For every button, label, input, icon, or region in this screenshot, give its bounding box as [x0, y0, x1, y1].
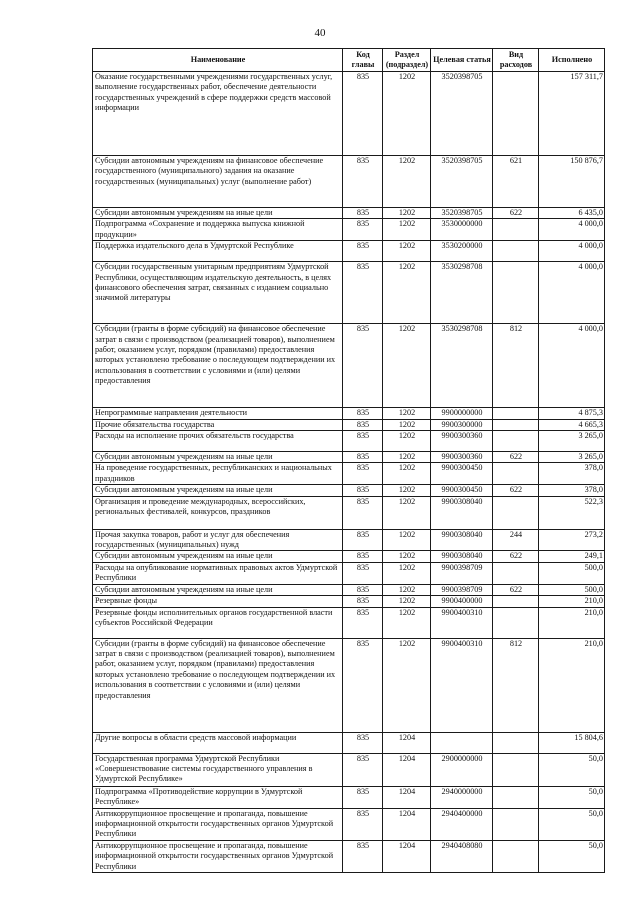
cell-article: 9900400000	[431, 596, 493, 607]
cell-section: 1202	[383, 607, 431, 638]
cell-code: 835	[343, 219, 383, 241]
header-name: Наименование	[93, 49, 343, 72]
cell-expense	[493, 219, 539, 241]
cell-section: 1202	[383, 208, 431, 219]
cell-expense	[493, 72, 539, 156]
cell-section: 1202	[383, 529, 431, 551]
cell-section: 1202	[383, 72, 431, 156]
cell-article: 9900400310	[431, 638, 493, 732]
cell-section: 1202	[383, 262, 431, 324]
cell-article: 3530298708	[431, 324, 493, 408]
cell-section: 1202	[383, 156, 431, 208]
cell-code: 835	[343, 529, 383, 551]
cell-article: 9900398709	[431, 584, 493, 595]
cell-amount: 15 804,6	[539, 732, 605, 753]
cell-amount: 522,3	[539, 496, 605, 529]
table-row	[93, 753, 605, 786]
cell-code: 835	[343, 262, 383, 324]
table-row	[93, 262, 605, 324]
cell-code: 835	[343, 753, 383, 786]
cell-name: Подпрограмма «Сохранение и поддержка выпуска книжной продукции»	[93, 219, 343, 241]
table-row	[93, 241, 605, 262]
cell-code: 835	[343, 596, 383, 607]
cell-expense	[493, 496, 539, 529]
table-header-row	[93, 49, 605, 72]
cell-expense: 622	[493, 485, 539, 496]
cell-section: 1204	[383, 753, 431, 786]
page-number: 40	[314, 27, 326, 39]
cell-article: 9900300360	[431, 452, 493, 463]
cell-section: 1204	[383, 840, 431, 872]
header-expense: Вид расходов	[493, 49, 539, 72]
cell-expense: 622	[493, 208, 539, 219]
cell-article: 3520398705	[431, 208, 493, 219]
table-row	[93, 840, 605, 872]
table-row	[93, 551, 605, 562]
cell-name: Субсидии автономным учреждениям на иные цели	[93, 452, 343, 463]
cell-amount: 210,0	[539, 638, 605, 732]
cell-article: 3530298708	[431, 262, 493, 324]
table-row	[93, 529, 605, 551]
cell-section: 1202	[383, 638, 431, 732]
cell-code: 835	[343, 607, 383, 638]
cell-name: Субсидии государственным унитарным предприятиям Удмуртской Республики, осуществляющим издательскую деятельность, в целях финансового обеспечения затрат, связанных с изданием социально значимой литературы	[93, 262, 343, 324]
table-row	[93, 584, 605, 595]
cell-article	[431, 732, 493, 753]
cell-expense	[493, 596, 539, 607]
cell-expense	[493, 463, 539, 485]
cell-article: 3520398705	[431, 156, 493, 208]
cell-name: Другие вопросы в области средств массовой информации	[93, 732, 343, 753]
cell-expense: 622	[493, 551, 539, 562]
cell-code: 835	[343, 419, 383, 430]
cell-amount: 4 000,0	[539, 324, 605, 408]
header-article: Целевая статья	[431, 49, 493, 72]
cell-amount: 4 875,3	[539, 408, 605, 419]
table-row	[93, 208, 605, 219]
table-row	[93, 156, 605, 208]
cell-expense	[493, 786, 539, 808]
table-row	[93, 431, 605, 452]
cell-name: Расходы на исполнение прочих обязательств государства	[93, 431, 343, 452]
cell-amount: 4 000,0	[539, 262, 605, 324]
cell-code: 835	[343, 496, 383, 529]
cell-name: Подпрограмма «Противодействие коррупции в Удмуртской Республике»	[93, 786, 343, 808]
cell-section: 1202	[383, 562, 431, 584]
cell-section: 1202	[383, 324, 431, 408]
cell-amount: 50,0	[539, 840, 605, 872]
table-row	[93, 786, 605, 808]
cell-amount: 50,0	[539, 786, 605, 808]
cell-code: 835	[343, 551, 383, 562]
cell-code: 835	[343, 562, 383, 584]
cell-amount: 210,0	[539, 607, 605, 638]
cell-name: Субсидии автономным учреждениям на иные цели	[93, 208, 343, 219]
cell-article: 9900308040	[431, 496, 493, 529]
cell-expense	[493, 408, 539, 419]
cell-article: 9900300000	[431, 419, 493, 430]
cell-expense	[493, 607, 539, 638]
cell-amount: 3 265,0	[539, 452, 605, 463]
table-row	[93, 452, 605, 463]
cell-name: Прочие обязательства государства	[93, 419, 343, 430]
cell-code: 835	[343, 840, 383, 872]
cell-name: Оказание государственными учреждениями государственных услуг, выполнение государственных работ, обеспечение деятельности государственных учреждений в сфере поддержки средств массовой информации	[93, 72, 343, 156]
cell-code: 835	[343, 324, 383, 408]
table-row	[93, 808, 605, 840]
cell-name: Субсидии (гранты в форме субсидий) на финансовое обеспечение затрат в связи с производством (реализацией товаров), выполнением работ, оказанием услуг, порядком (правилами) предоставления которых установлено требование о последующем подтверждении их использования в соответствии с условиями и (или) целями предоставления	[93, 324, 343, 408]
cell-code: 835	[343, 463, 383, 485]
cell-expense	[493, 753, 539, 786]
cell-name: Поддержка издательского дела в Удмуртской Республике	[93, 241, 343, 262]
cell-amount: 500,0	[539, 584, 605, 595]
cell-expense	[493, 241, 539, 262]
cell-article: 9900000000	[431, 408, 493, 419]
cell-section: 1202	[383, 496, 431, 529]
cell-expense	[493, 431, 539, 452]
cell-expense: 812	[493, 638, 539, 732]
cell-article: 9900308040	[431, 551, 493, 562]
cell-section: 1202	[383, 463, 431, 485]
cell-amount: 4 000,0	[539, 219, 605, 241]
cell-code: 835	[343, 638, 383, 732]
cell-expense: 622	[493, 584, 539, 595]
cell-name: Прочая закупка товаров, работ и услуг для обеспечения государственных (муниципальных) нужд	[93, 529, 343, 551]
cell-article: 9900300360	[431, 431, 493, 452]
cell-section: 1202	[383, 584, 431, 595]
cell-amount: 50,0	[539, 753, 605, 786]
cell-amount: 4 665,3	[539, 419, 605, 430]
cell-section: 1204	[383, 732, 431, 753]
cell-name: Субсидии (гранты в форме субсидий) на финансовое обеспечение затрат в связи с производством (реализацией товаров), выполнением работ, оказанием услуг, порядком (правилами) предоставления которых установлено требование о последующем подтверждении их использования в соответствии с условиями и (или) целями предоставления	[93, 638, 343, 732]
cell-name: Государственная программа Удмуртской Республики «Совершенствование системы государственного управления в Удмуртской Республике»	[93, 753, 343, 786]
cell-expense	[493, 808, 539, 840]
cell-name: Резервные фонды исполнительных органов государственной власти субъектов Российской Федерации	[93, 607, 343, 638]
table-row	[93, 732, 605, 753]
cell-article: 3520398705	[431, 72, 493, 156]
table-row	[93, 562, 605, 584]
cell-section: 1202	[383, 219, 431, 241]
cell-amount: 249,1	[539, 551, 605, 562]
cell-code: 835	[343, 241, 383, 262]
table-row	[93, 408, 605, 419]
cell-expense	[493, 840, 539, 872]
cell-code: 835	[343, 808, 383, 840]
cell-section: 1202	[383, 408, 431, 419]
cell-amount: 157 311,7	[539, 72, 605, 156]
cell-code: 835	[343, 584, 383, 595]
table-row	[93, 638, 605, 732]
cell-section: 1202	[383, 485, 431, 496]
cell-code: 835	[343, 732, 383, 753]
cell-amount: 500,0	[539, 562, 605, 584]
cell-expense	[493, 262, 539, 324]
cell-code: 835	[343, 452, 383, 463]
cell-name: Антикоррупционное просвещение и пропаганда, повышение информационной открытости государственных органов Удмуртской Республики	[93, 808, 343, 840]
cell-code: 835	[343, 408, 383, 419]
cell-amount: 273,2	[539, 529, 605, 551]
table-row	[93, 463, 605, 485]
cell-section: 1202	[383, 241, 431, 262]
cell-article: 2940000000	[431, 786, 493, 808]
cell-section: 1204	[383, 786, 431, 808]
cell-expense: 621	[493, 156, 539, 208]
cell-code: 835	[343, 786, 383, 808]
cell-code: 835	[343, 208, 383, 219]
cell-article: 9900398709	[431, 562, 493, 584]
cell-name: Резервные фонды	[93, 596, 343, 607]
cell-amount: 210,0	[539, 596, 605, 607]
cell-amount: 3 265,0	[539, 431, 605, 452]
cell-name: Расходы на опубликование нормативных правовых актов Удмуртской Республики	[93, 562, 343, 584]
cell-article: 2940400000	[431, 808, 493, 840]
header-amount: Исполнено	[539, 49, 605, 72]
cell-name: Субсидии автономным учреждениям на иные цели	[93, 551, 343, 562]
cell-expense	[493, 562, 539, 584]
table-row	[93, 607, 605, 638]
cell-name: Антикоррупционное просвещение и пропаганда, повышение информационной открытости государственных органов Удмуртской Республики	[93, 840, 343, 872]
cell-name: Непрограммные направления деятельности	[93, 408, 343, 419]
cell-amount: 150 876,7	[539, 156, 605, 208]
cell-article: 2940408080	[431, 840, 493, 872]
cell-article: 9900300450	[431, 485, 493, 496]
table-row	[93, 596, 605, 607]
table-row	[93, 219, 605, 241]
table-row	[93, 496, 605, 529]
cell-article: 3530200000	[431, 241, 493, 262]
cell-expense: 622	[493, 452, 539, 463]
header-code: Код главы	[343, 49, 383, 72]
table-row	[93, 72, 605, 156]
expenditure-table	[92, 48, 605, 873]
cell-amount: 378,0	[539, 485, 605, 496]
cell-article: 2900000000	[431, 753, 493, 786]
table-row	[93, 324, 605, 408]
cell-amount: 6 435,0	[539, 208, 605, 219]
cell-expense	[493, 732, 539, 753]
cell-expense: 244	[493, 529, 539, 551]
table-row	[93, 485, 605, 496]
header-section: Раздел (подраздел)	[383, 49, 431, 72]
cell-article: 3530000000	[431, 219, 493, 241]
cell-code: 835	[343, 485, 383, 496]
cell-amount: 4 000,0	[539, 241, 605, 262]
cell-section: 1202	[383, 551, 431, 562]
cell-amount: 378,0	[539, 463, 605, 485]
cell-code: 835	[343, 72, 383, 156]
cell-section: 1202	[383, 596, 431, 607]
cell-article: 9900308040	[431, 529, 493, 551]
cell-name: Субсидии автономным учреждениям на иные цели	[93, 584, 343, 595]
table-body	[93, 72, 605, 873]
cell-name: Субсидии автономным учреждениям на иные цели	[93, 485, 343, 496]
cell-expense	[493, 419, 539, 430]
cell-section: 1204	[383, 808, 431, 840]
cell-name: На проведение государственных, республиканских и национальных праздников	[93, 463, 343, 485]
table-row	[93, 419, 605, 430]
cell-amount: 50,0	[539, 808, 605, 840]
cell-code: 835	[343, 156, 383, 208]
cell-article: 9900300450	[431, 463, 493, 485]
cell-section: 1202	[383, 431, 431, 452]
cell-section: 1202	[383, 419, 431, 430]
cell-name: Субсидии автономным учреждениям на финансовое обеспечение государственного (муниципального) задания на оказание государственных (муниципальных) услуг (выполнение работ)	[93, 156, 343, 208]
cell-article: 9900400310	[431, 607, 493, 638]
cell-expense: 812	[493, 324, 539, 408]
cell-section: 1202	[383, 452, 431, 463]
cell-name: Организация и проведение международных, всероссийских, региональных фестивалей, конкурсов, праздников	[93, 496, 343, 529]
cell-code: 835	[343, 431, 383, 452]
